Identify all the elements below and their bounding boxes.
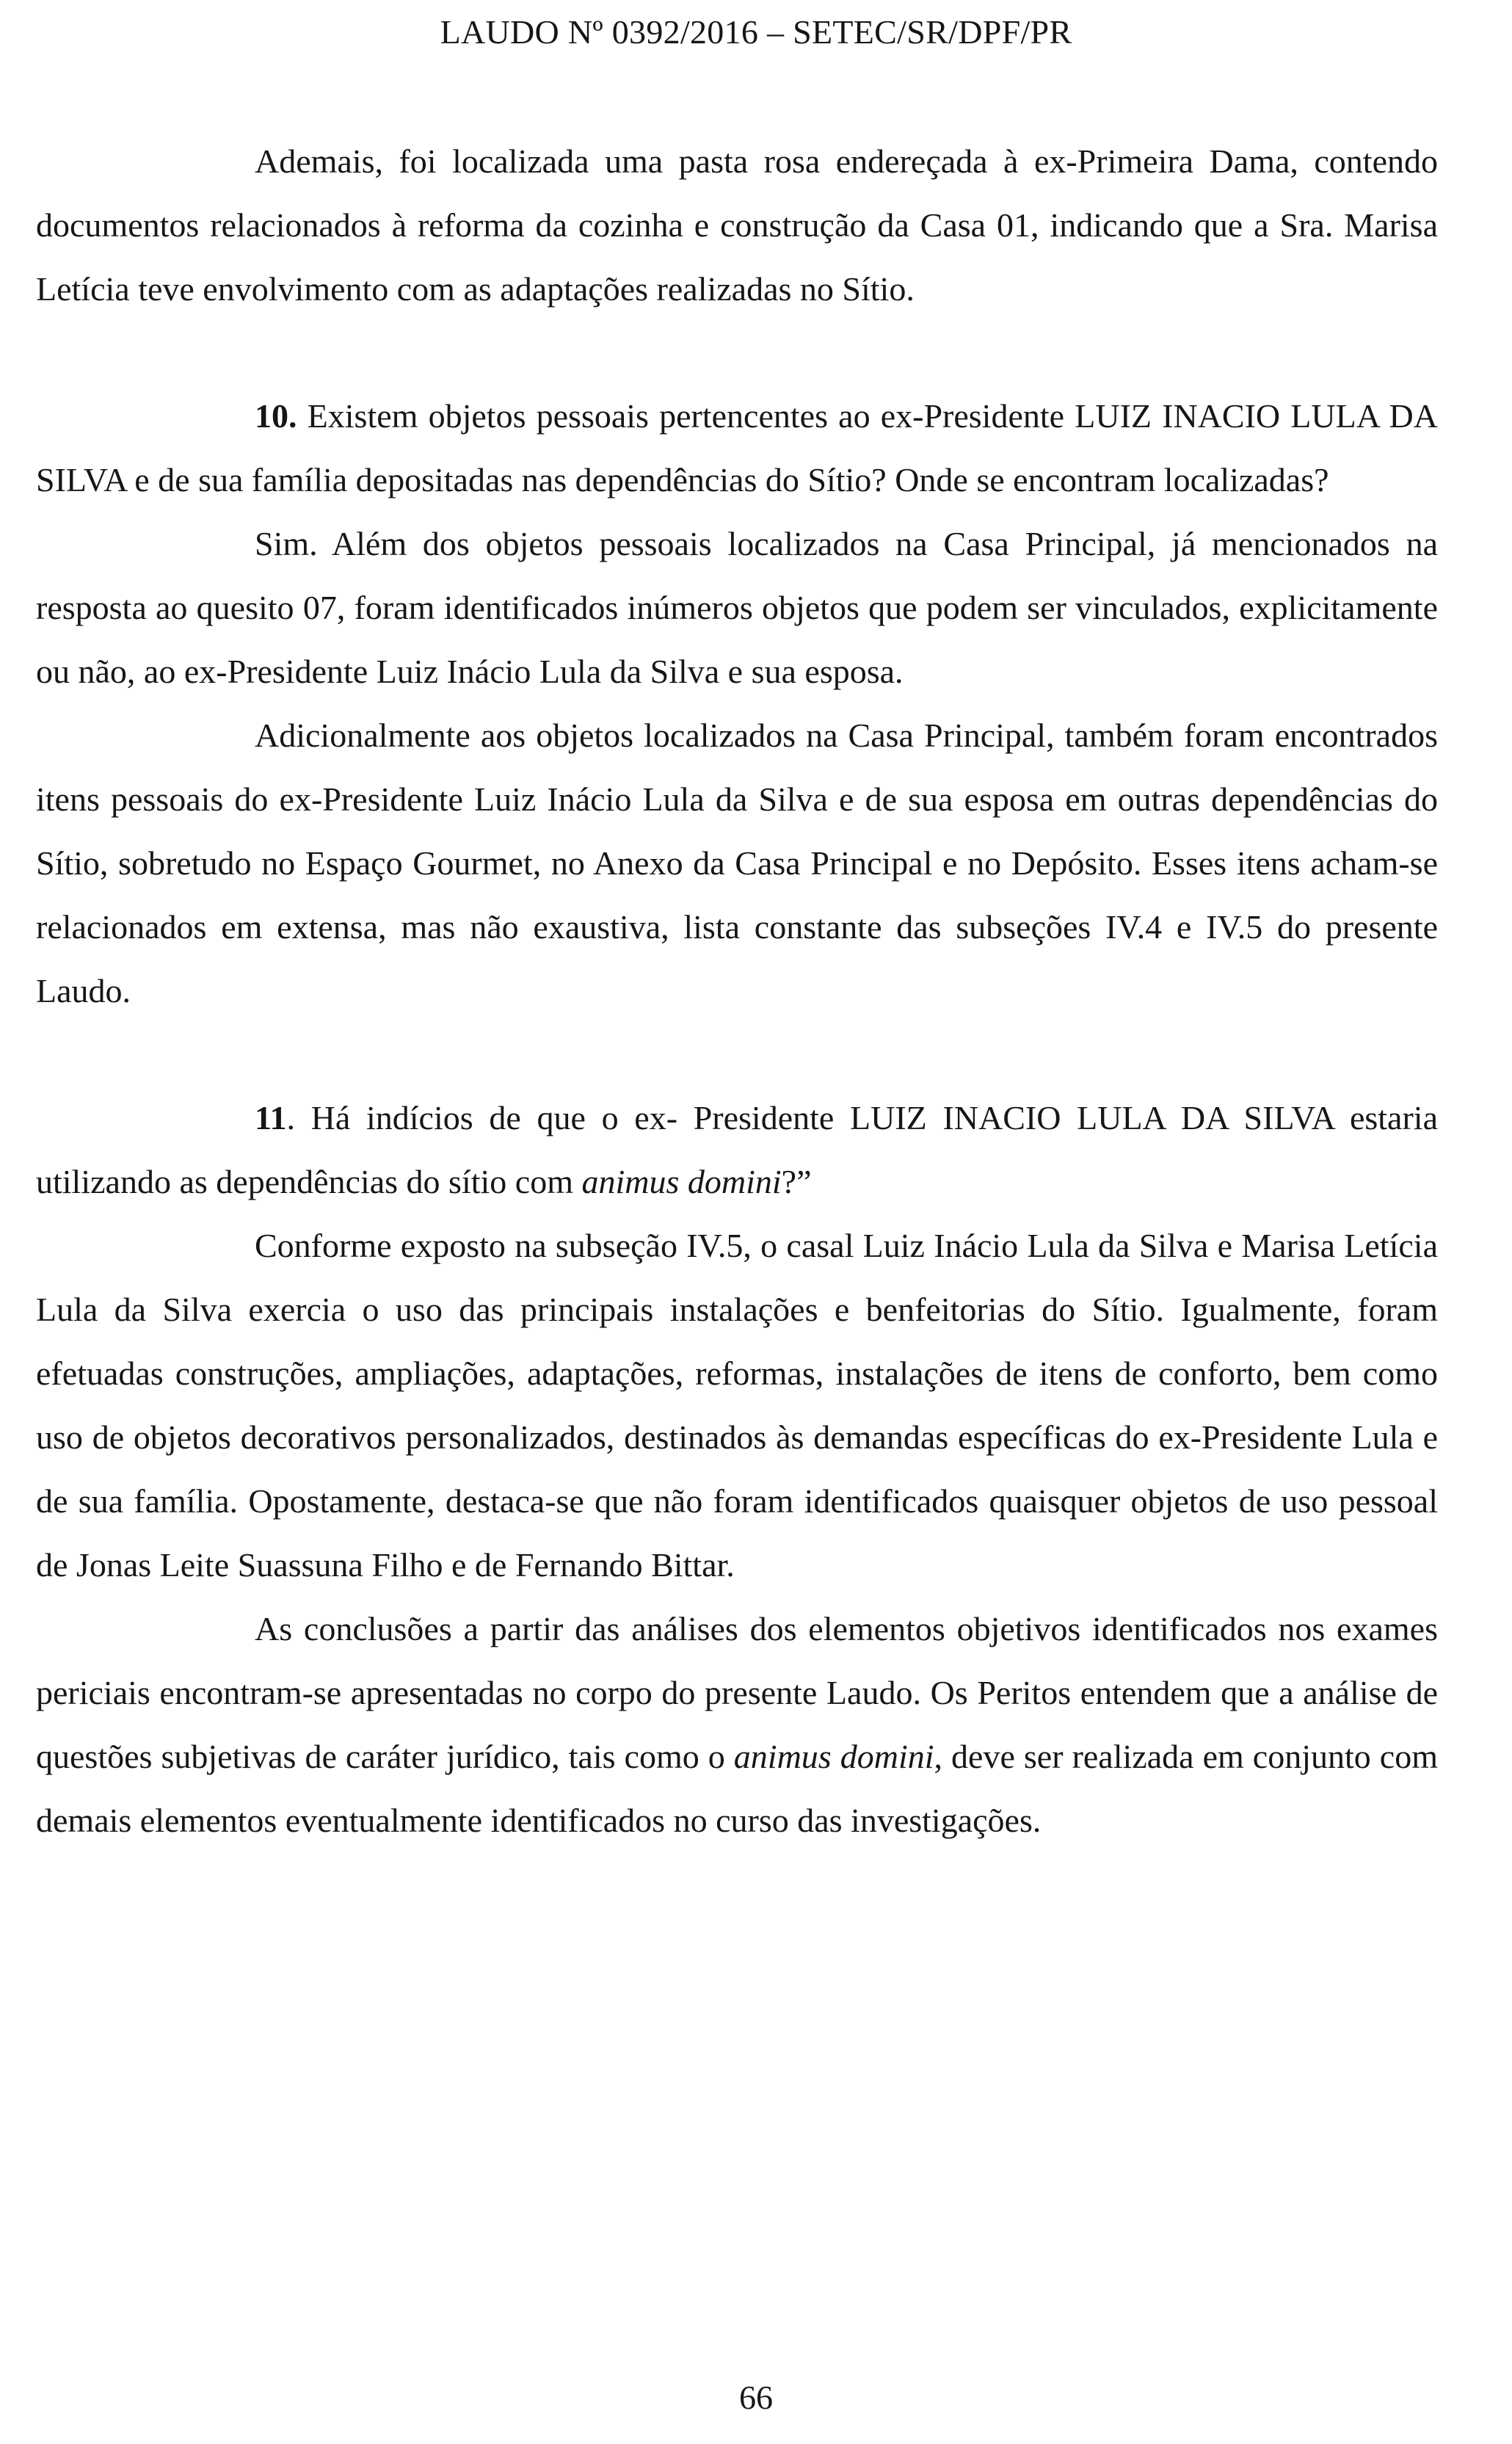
question-10-number: 10.: [255, 397, 297, 435]
answer-11-text-end: , deve ser realizada em conjunto com demais elementos eventualmente identificados no curso das investigações.: [36, 1738, 1438, 1839]
question-11: [36, 1086, 1438, 1214]
document-header: LAUDO Nº 0392/2016 – SETEC/SR/DPF/PR: [440, 13, 1072, 51]
question-10-text: Existem objetos pessoais pertencentes ao ex-Presidente LUIZ INACIO LULA DA SILVA e de sua família depositadas nas dependências do Sítio? Onde se encontram localizadas?: [36, 397, 1438, 498]
answer-11-text-start: As conclusões a partir das análises dos elementos objetivos identificados nos exames periciais encontram-se apresentadas no corpo do presente Laudo. Os Peritos entendem que a análise de questões subjetivas de caráter jurídico, tais como o: [36, 1610, 1438, 1775]
paragraph-pasta-rosa: Ademais, foi localizada uma pasta rosa endereçada à ex-Primeira Dama, contendo documentos relacionados à reforma da cozinha e construção da Casa 01, indicando que a Sra. Marisa Letícia teve envolvimento com as adaptações realizadas no Sítio.: [36, 142, 1438, 308]
question-11-italic-term: animus domini: [581, 1163, 782, 1200]
document-body: [36, 129, 1438, 1852]
answer-10-paragraph-1: Sim. Além dos objetos pessoais localizados na Casa Principal, já mencionados na resposta ao quesito 07, foram identificados inúmeros objetos que podem ser vinculados, explicitamente ou não, ao ex-Presidente Luiz Inácio Lula da Silva e sua esposa.: [36, 525, 1438, 690]
answer-11-italic-term: animus domini: [733, 1738, 934, 1775]
answer-10-paragraph-2: Adicionalmente aos objetos localizados na Casa Principal, também foram encontrados itens pessoais do ex-Presidente Luiz Inácio Lula da Silva e de sua esposa em outras dependências do Sítio, sobretudo no Espaço Gourmet, no Anexo da Casa Principal e no Depósito. Esses itens acham-se relacionados em extensa, mas não exaustiva, lista constante das subseções IV.4 e IV.5 do presente Laudo.: [36, 717, 1438, 1009]
question-11-text-end: ?”: [781, 1163, 812, 1200]
question-11-number: 11: [255, 1099, 287, 1136]
question-11-text-start: . Há indícios de que o ex- Presidente LUIZ INACIO LULA DA SILVA estaria utilizando as dependências do sítio com: [36, 1099, 1438, 1200]
answer-11-paragraph-1: Conforme exposto na subseção IV.5, o casal Luiz Inácio Lula da Silva e Marisa Letícia Lula da Silva exercia o uso das principais instalações e benfeitorias do Sítio. Igualmente, foram efetuadas construções, ampliações, adaptações, reformas, instalações de itens de conforto, bem como uso de objetos decorativos personalizados, destinados às demandas específicas do ex-Presidente Lula e de sua família. Opostamente, destaca-se que não foram identificados quaisquer objetos de uso pessoal de Jonas Leite Suassuna Filho e de Fernando Bittar.: [36, 1227, 1438, 1584]
page-number: 66: [739, 2379, 773, 2416]
question-10: [36, 384, 1438, 512]
answer-11-paragraph-2: [36, 1597, 1438, 1852]
